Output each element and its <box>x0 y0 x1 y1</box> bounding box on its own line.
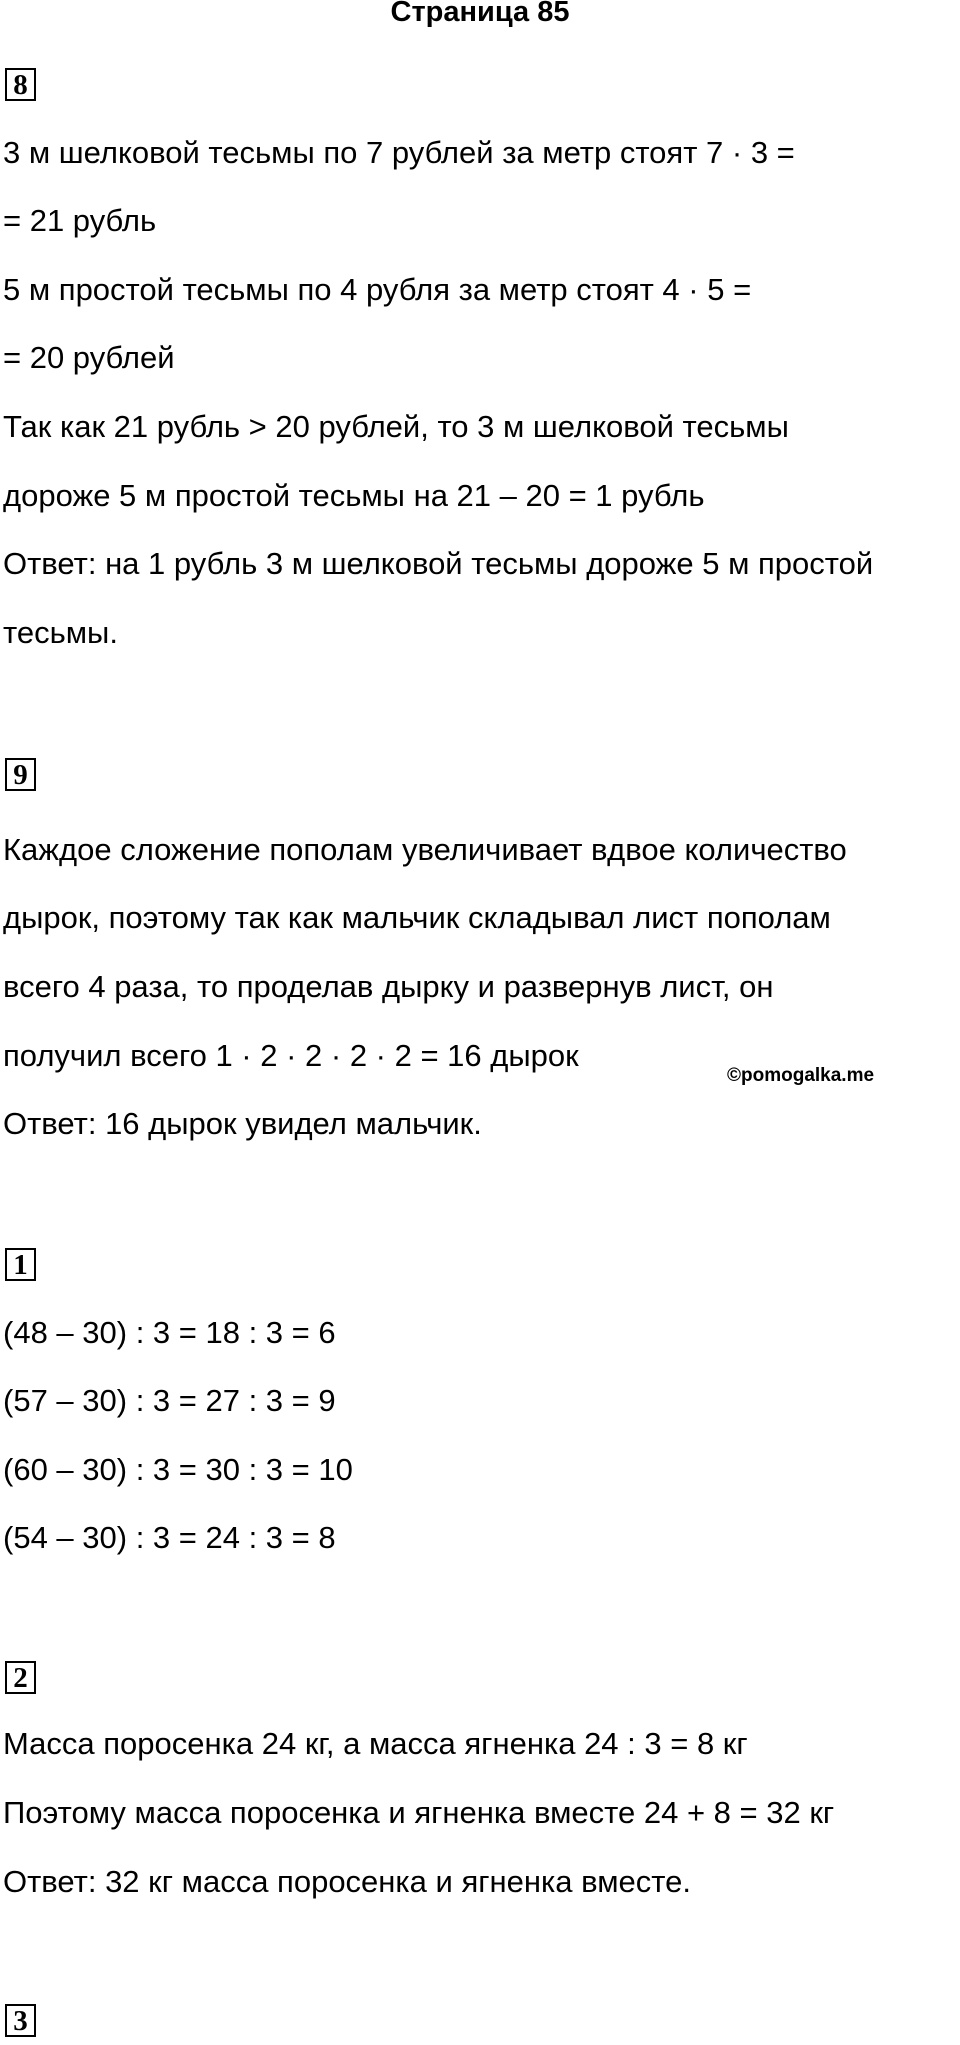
task-8-line: = 20 рублей <box>3 340 175 375</box>
task-1-line: (54 – 30) : 3 = 24 : 3 = 8 <box>3 1520 336 1555</box>
task-number-8: 8 <box>5 68 36 101</box>
task-number-2: 2 <box>5 1661 36 1694</box>
task-2-line: Масса поросенка 24 кг, а масса ягненка 24 : 3 = 8 кг <box>3 1726 748 1761</box>
task-9-line: всего 4 раза, то проделав дырку и развернув лист, он <box>3 969 774 1004</box>
page-title: Страница 85 <box>390 0 570 28</box>
task-8-line: = 21 рубль <box>3 203 157 238</box>
task-8-line: дороже 5 м простой тесьмы на 21 – 20 = 1 рубль <box>3 478 705 513</box>
task-9-line: получил всего 1 · 2 · 2 · 2 · 2 = 16 дырок <box>3 1038 579 1073</box>
task-number-1: 1 <box>5 1248 36 1281</box>
watermark: ©pomogalka.me <box>727 1065 875 1086</box>
task-number-9: 9 <box>5 758 36 791</box>
task-1-line: (57 – 30) : 3 = 27 : 3 = 9 <box>3 1383 336 1418</box>
task-8-line: тесьмы. <box>3 615 118 650</box>
task-8-line: Так как 21 рубль > 20 рублей, то 3 м шелковой тесьмы <box>3 409 789 444</box>
task-9-line: Ответ: 16 дырок увидел мальчик. <box>3 1106 482 1141</box>
task-2-line: Поэтому масса поросенка и ягненка вместе 24 + 8 = 32 кг <box>3 1795 835 1830</box>
task-8-line: 3 м шелковой тесьмы по 7 рублей за метр стоят 7 · 3 = <box>3 135 795 170</box>
task-8-line: 5 м простой тесьмы по 4 рубля за метр стоят 4 · 5 = <box>3 272 752 307</box>
task-9-line: Каждое сложение пополам увеличивает вдвое количество <box>3 832 847 867</box>
task-1-line: (60 – 30) : 3 = 30 : 3 = 10 <box>3 1452 353 1487</box>
task-2-line: Ответ: 32 кг масса поросенка и ягненка вместе. <box>3 1864 691 1899</box>
task-number-3: 3 <box>5 2004 36 2037</box>
task-1-line: (48 – 30) : 3 = 18 : 3 = 6 <box>3 1315 336 1350</box>
task-9-line: дырок, поэтому так как мальчик складывал лист пополам <box>3 900 831 935</box>
task-8-line: Ответ: на 1 рубль 3 м шелковой тесьмы дороже 5 м простой <box>3 546 874 581</box>
